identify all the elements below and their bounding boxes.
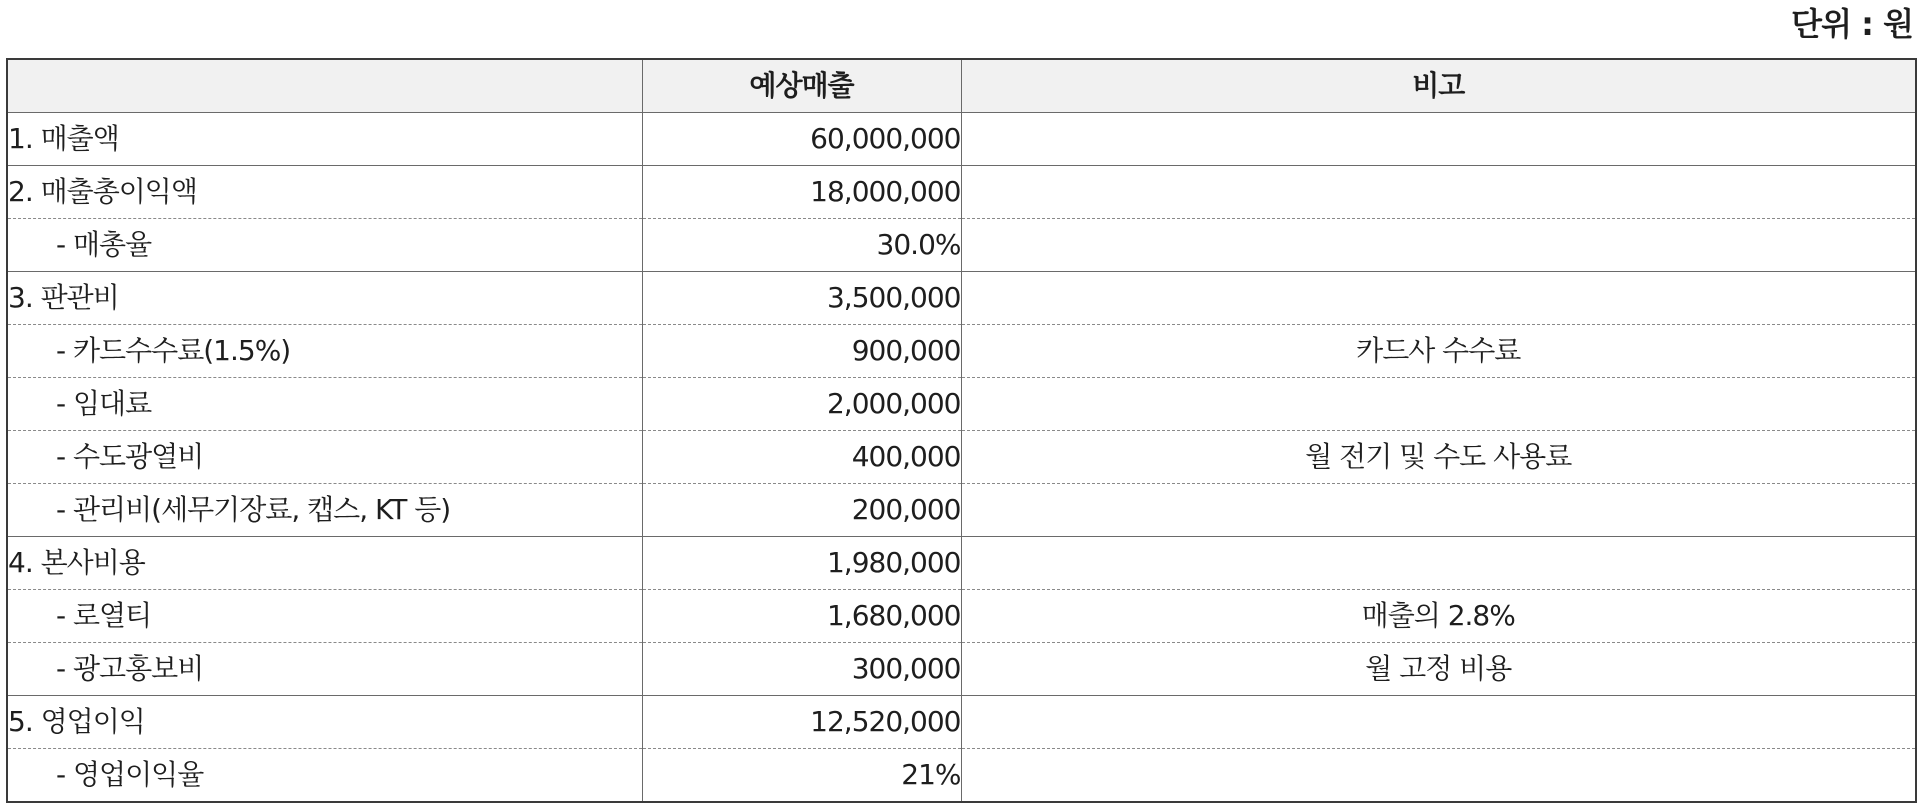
table-row: [7, 378, 1916, 431]
table-row: [7, 537, 1916, 590]
row-item-cell: 3. 판관비: [7, 272, 642, 325]
row-item-cell: 5. 영업이익: [7, 696, 642, 749]
row-item-cell: - 로열티: [7, 590, 642, 643]
row-item-cell: 4. 본사비용: [7, 537, 642, 590]
table-row: [7, 590, 1916, 643]
row-note-cell: [961, 219, 1916, 272]
row-note-cell: [961, 272, 1916, 325]
header-remarks: 비고: [961, 59, 1916, 113]
table-row: [7, 219, 1916, 272]
row-amount-cell: 2,000,000: [642, 378, 961, 431]
row-item-cell: - 수도광열비: [7, 431, 642, 484]
row-amount-cell: 400,000: [642, 431, 961, 484]
row-amount-cell: 3,500,000: [642, 272, 961, 325]
row-note-cell: [961, 749, 1916, 803]
row-amount-cell: 12,520,000: [642, 696, 961, 749]
row-item-cell: - 영업이익율: [7, 749, 642, 803]
table-row: [7, 484, 1916, 537]
row-amount-cell: 30.0%: [642, 219, 961, 272]
table-body: [7, 113, 1916, 803]
row-amount-cell: 21%: [642, 749, 961, 803]
table-row: [7, 325, 1916, 378]
row-amount-cell: 1,680,000: [642, 590, 961, 643]
unit-label: 단위 : 원: [1791, 5, 1913, 43]
table-row: [7, 431, 1916, 484]
row-item-cell: - 임대료: [7, 378, 642, 431]
row-item-cell: - 매총율: [7, 219, 642, 272]
row-note-cell: [961, 378, 1916, 431]
table-row: [7, 696, 1916, 749]
row-note-cell: 월 전기 및 수도 사용료: [961, 431, 1916, 484]
row-note-cell: [961, 113, 1916, 166]
row-amount-cell: 18,000,000: [642, 166, 961, 219]
table-row: [7, 272, 1916, 325]
row-note-cell: 카드사 수수료: [961, 325, 1916, 378]
row-note-cell: 월 고정 비용: [961, 643, 1916, 696]
row-amount-cell: 60,000,000: [642, 113, 961, 166]
row-amount-cell: 1,980,000: [642, 537, 961, 590]
table-row: [7, 113, 1916, 166]
row-note-cell: [961, 696, 1916, 749]
row-item-cell: - 카드수수료(1.5%): [7, 325, 642, 378]
row-amount-cell: 200,000: [642, 484, 961, 537]
table-row: [7, 749, 1916, 803]
row-note-cell: [961, 166, 1916, 219]
row-note-cell: [961, 537, 1916, 590]
expected-sales-table: [6, 58, 1917, 803]
table-row: [7, 166, 1916, 219]
row-amount-cell: 900,000: [642, 325, 961, 378]
table-header-row: [7, 59, 1916, 113]
row-item-cell: - 광고홍보비: [7, 643, 642, 696]
header-item: [7, 59, 642, 113]
table-row: [7, 643, 1916, 696]
row-item-cell: 1. 매출액: [8, 122, 119, 155]
row-note-cell: 매출의 2.8%: [961, 590, 1916, 643]
row-note-cell: [961, 484, 1916, 537]
header-expected-sales: 예상매출: [642, 59, 961, 113]
row-item-cell: 2. 매출총이익액: [7, 166, 642, 219]
row-item-cell: - 관리비(세무기장료, 캡스, KT 등): [7, 484, 642, 537]
row-amount-cell: 300,000: [642, 643, 961, 696]
